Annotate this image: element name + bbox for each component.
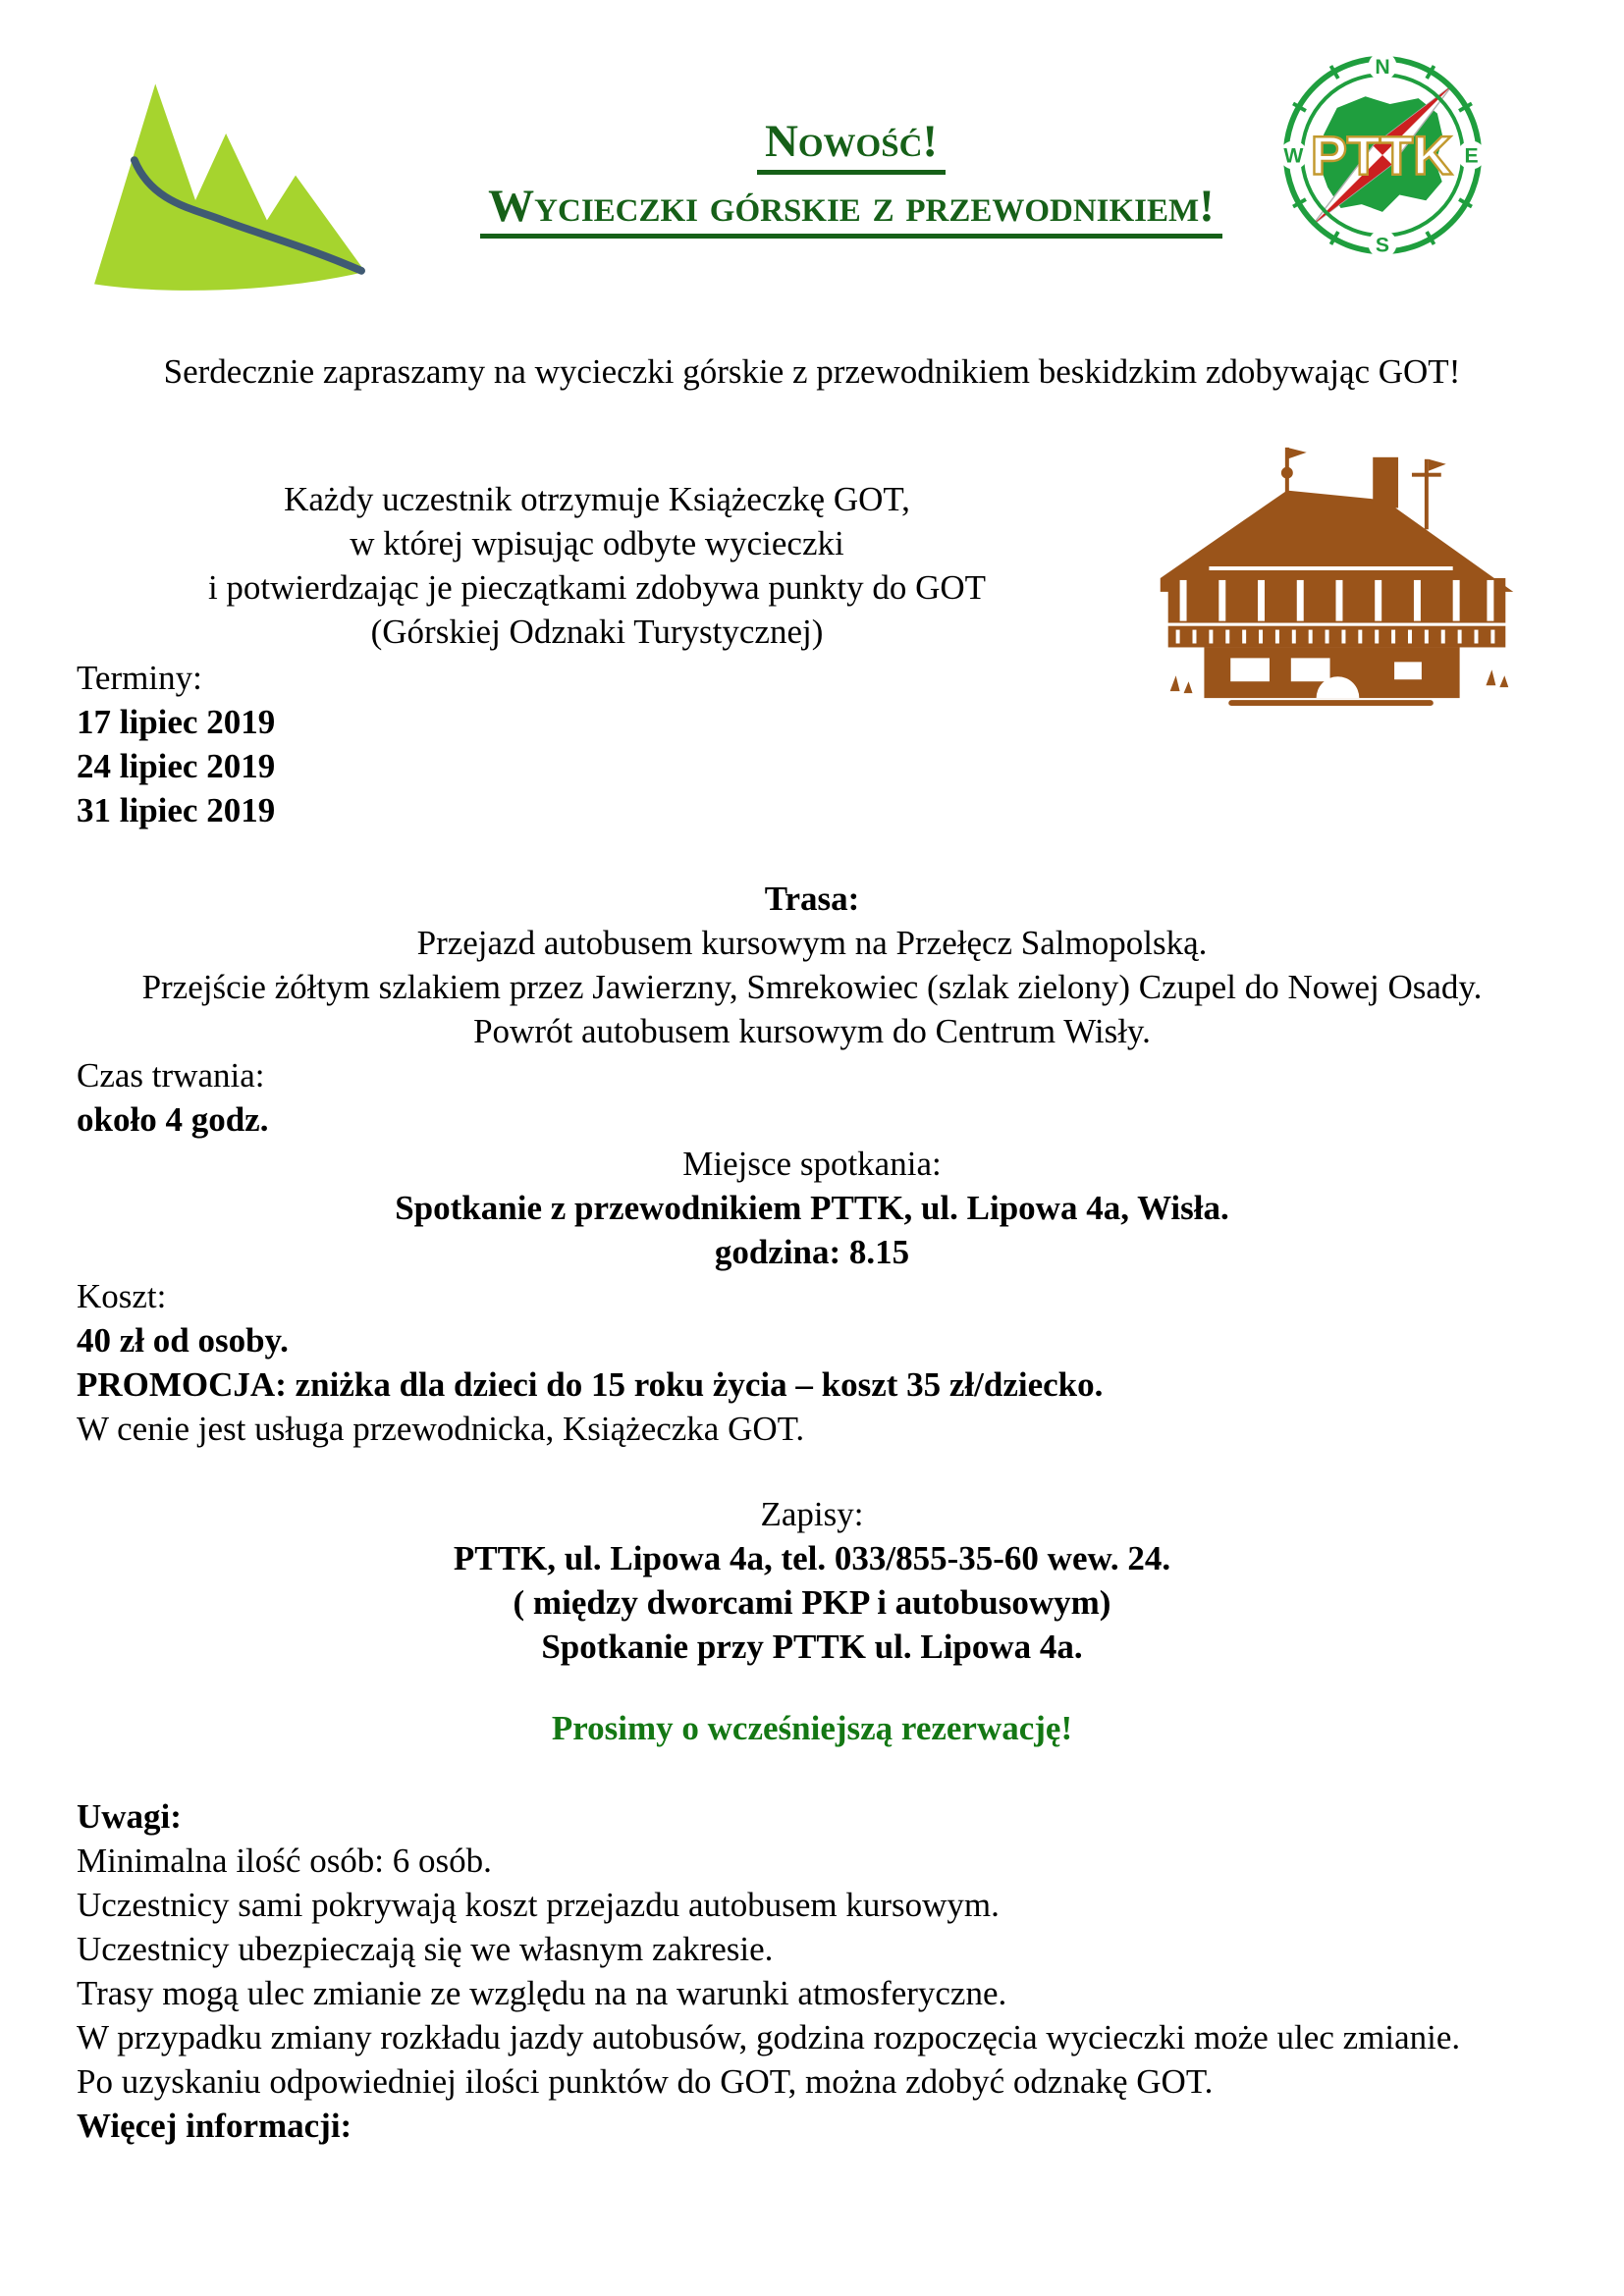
mountain-hut-illustration	[1147, 430, 1525, 713]
note-line: Po uzyskaniu odpowiedniej ilości punktów do GOT, można zdobyć odznakę GOT.	[77, 2062, 1214, 2101]
got-info-block	[77, 477, 1117, 654]
meeting-time: godzina: 8.15	[714, 1233, 910, 1271]
meeting-place: Spotkanie z przewodnikiem PTTK, ul. Lipowa 4a, Wisła.	[395, 1189, 1229, 1227]
route-line: Przejazd autobusem kursowym na Przełęcz Salmopolską.	[416, 924, 1208, 962]
signup-label: Zapisy:	[760, 1495, 864, 1533]
dates-label: Terminy:	[77, 659, 202, 697]
compass-north-letter: N	[1375, 56, 1390, 80]
pttk-compass-logo-icon	[1278, 51, 1487, 259]
got-info-line4: (Górskiej Odznaki Turystycznej)	[370, 613, 824, 651]
compass-south-letter: S	[1375, 234, 1390, 257]
cost-promo: PROMOCJA: zniżka dla dzieci do 15 roku życia – koszt 35 zł/dziecko.	[77, 1365, 1104, 1404]
duration-section	[77, 1053, 1547, 1142]
duration-value: około 4 godz.	[77, 1100, 269, 1139]
route-section	[77, 877, 1547, 1053]
page-title-line1: Nowość!	[757, 116, 946, 175]
more-info-label: Więcej informacji:	[77, 2107, 352, 2145]
got-info-line2: w której wpisując odbyte wycieczki	[350, 524, 844, 562]
flyer-header	[0, 0, 1624, 304]
cost-includes: W cenie jest usługa przewodnicka, Książeczka GOT.	[77, 1410, 805, 1448]
compass-west-letter: W	[1283, 144, 1304, 168]
got-info-line1: Każdy uczestnik otrzymuje Książeczkę GOT,	[284, 480, 910, 518]
note-line: Minimalna ilość osób: 6 osób.	[77, 1842, 492, 1880]
cost-section	[77, 1274, 1547, 1451]
duration-label: Czas trwania:	[77, 1056, 265, 1095]
note-line: Uczestnicy ubezpieczają się we własnym zakresie.	[77, 1930, 774, 1968]
compass-east-letter: E	[1464, 144, 1479, 168]
intro-paragraph: Serdecznie zapraszamy na wycieczki górskie z przewodnikiem beskidzkim zdobywając GOT!	[163, 352, 1461, 391]
page-title-line2: Wycieczki górskie z przewodnikiem!	[480, 181, 1222, 240]
route-label: Trasa:	[764, 880, 860, 918]
cost-per-person: 40 zł od osoby.	[77, 1321, 289, 1360]
signup-section	[77, 1492, 1547, 1669]
pttk-logo-text: PTTK	[1310, 124, 1455, 187]
notes-section	[77, 1794, 1547, 2148]
reservation-note: Prosimy o wcześniejszą rezerwację!	[551, 1709, 1073, 1747]
got-info-line3: i potwierdzając je pieczątkami zdobywa punkty do GOT	[207, 568, 987, 607]
cost-label: Koszt:	[77, 1277, 167, 1315]
signup-meeting: Spotkanie przy PTTK ul. Lipowa 4a.	[541, 1628, 1083, 1666]
date-item: 31 lipiec 2019	[77, 791, 276, 829]
note-line: Uczestnicy sami pokrywają koszt przejazdu autobusem kursowym.	[77, 1886, 1000, 1924]
route-line: Przejście żółtym szlakiem przez Jawierzny, Smrekowiec (szlak zielony) Czupel do Nowej Osady.	[141, 968, 1483, 1006]
note-line: W przypadku zmiany rozkładu jazdy autobusów, godzina rozpoczęcia wycieczki może ulec zmianie.	[77, 2018, 1461, 2056]
date-item: 24 lipiec 2019	[77, 747, 276, 785]
date-item: 17 lipiec 2019	[77, 703, 276, 741]
signup-location-hint: ( między dworcami PKP i autobusowym)	[513, 1583, 1111, 1622]
meeting-section	[77, 1142, 1547, 1274]
notes-label: Uwagi:	[77, 1797, 182, 1836]
meeting-label: Miejsce spotkania:	[682, 1145, 942, 1183]
route-line: Powrót autobusem kursowym do Centrum Wisły.	[473, 1012, 1151, 1050]
signup-address-phone: PTTK, ul. Lipowa 4a, tel. 033/855-35-60 wew. 24.	[453, 1539, 1171, 1577]
note-line: Trasy mogą ulec zmianie ze względu na na warunki atmosferyczne.	[77, 1974, 1007, 2012]
